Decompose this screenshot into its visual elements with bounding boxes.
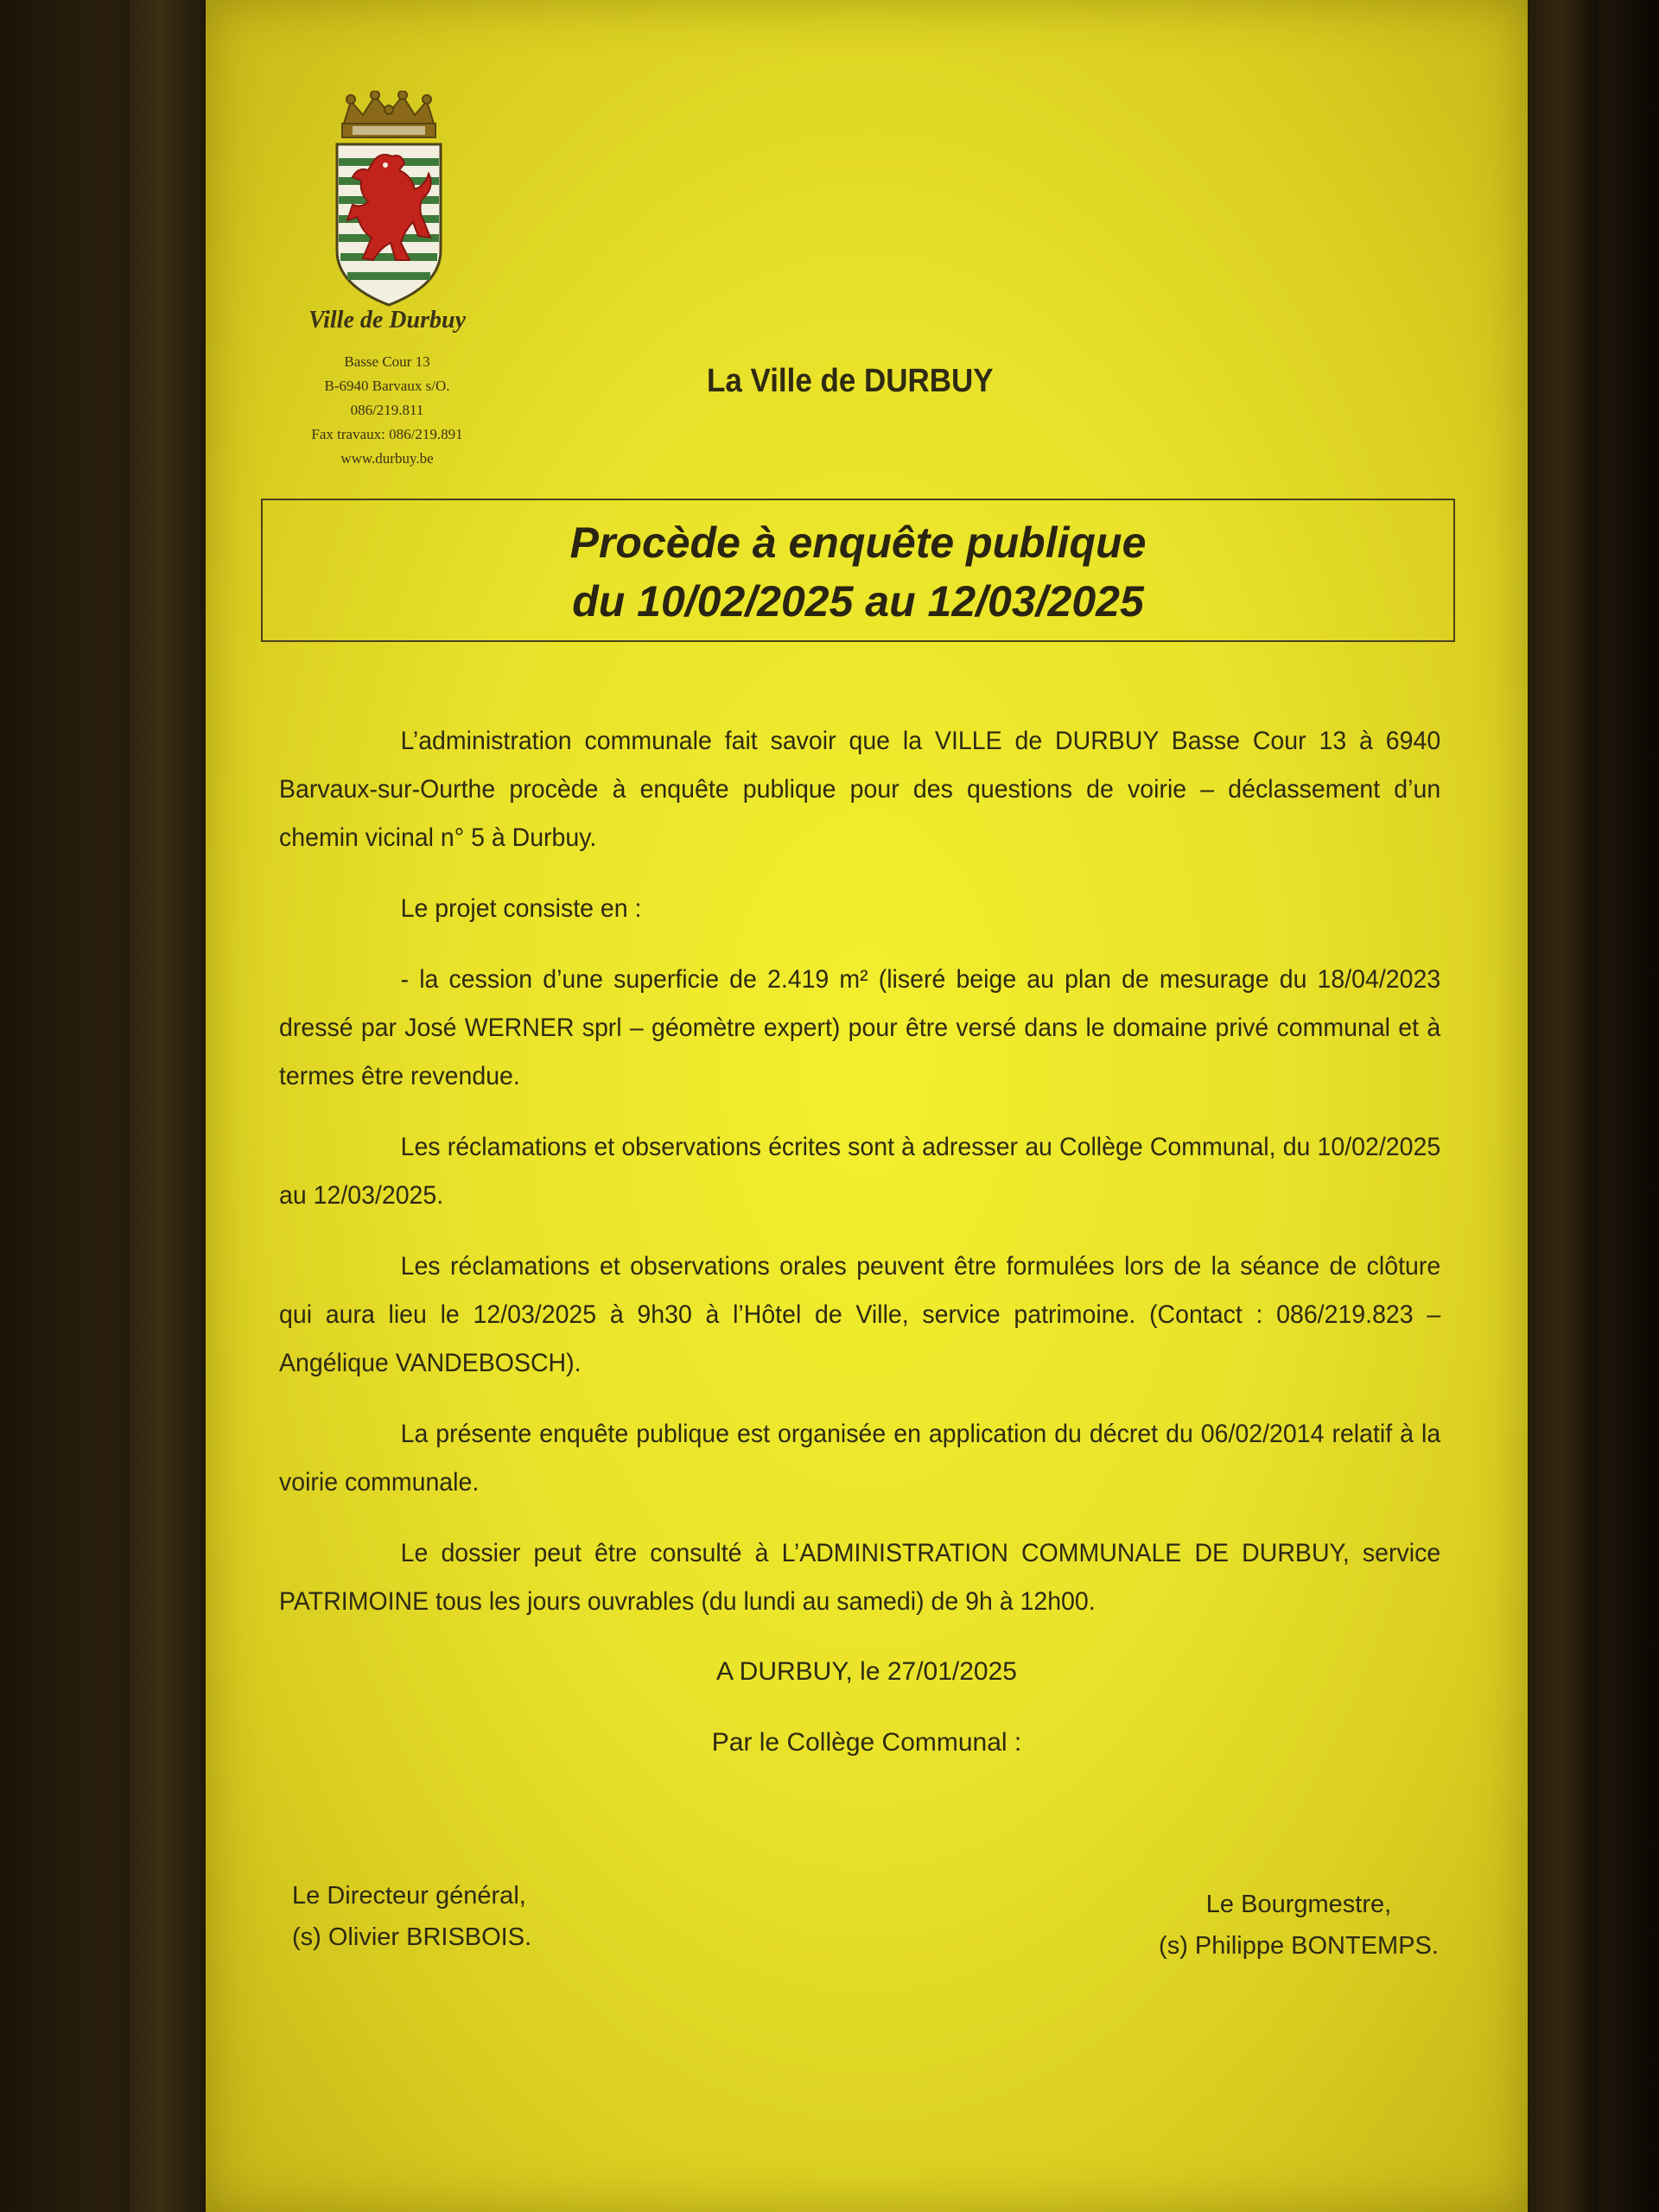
- title-line-1: Procède à enquête publique: [569, 518, 1147, 567]
- paragraph-announcement: L’administration communale fait savoir que la VILLE de DURBUY Basse Cour 13 à 6940 Barvaux-sur-Ourthe procède à enquête publique pour des questions de voirie – déclassement d’un chemin vicinal n° 5 à Durbuy.: [279, 727, 1441, 852]
- frame-post-left: [130, 0, 207, 2212]
- signatory-name: (s) Philippe BONTEMPS.: [1159, 1932, 1439, 1960]
- paragraph-legal-basis: La présente enquête publique est organisée en application du décret du 06/02/2014 relatif à la voirie communale.: [279, 1420, 1441, 1497]
- notice-body: [279, 717, 1441, 1649]
- notice-document: [206, 0, 1528, 2212]
- address-line: B-6940 Barvaux s/O.: [324, 378, 450, 394]
- signatory-name: (s) Olivier BRISBOIS.: [292, 1923, 532, 1951]
- signatory-role: Le Directeur général,: [292, 1882, 526, 1910]
- title-box: [261, 499, 1455, 642]
- paragraph-project-intro: Le projet consiste en :: [400, 894, 642, 923]
- paragraph-oral-claims: Les réclamations et observations orales peuvent être formulées lors de la séance de clôture qui aura lieu le 12/03/2025 à 9h30 à l’Hôtel de Ville, service patrimoine. (Contact : 086/219.823 – Angélique VANDEBOSCH).: [279, 1252, 1441, 1377]
- frame-post-right: [1528, 0, 1597, 2212]
- notice-heading: La Ville de DURBUY: [707, 363, 994, 399]
- paragraph-consultation: Le dossier peut être consulté à L’ADMINISTRATION COMMUNALE DE DURBUY, service PATRIMOINE tous les jours ouvrables (du lundi au samedi) de 9h à 12h00.: [279, 1539, 1441, 1616]
- signatory-director: [292, 1875, 638, 1958]
- municipality-address: [283, 350, 491, 471]
- municipality-name: Ville de Durbuy: [308, 307, 466, 334]
- paragraph-project-detail: - la cession d’une superficie de 2.419 m² (liseré beige au plan de mesurage du 18/04/2023 dressé par José WERNER sprl – géomètre expert) pour être versé dans le domaine privé communal et à termes être revendue.: [279, 965, 1441, 1090]
- place-and-date: A DURBUY, le 27/01/2025: [715, 1657, 1017, 1686]
- paragraph-written-claims: Les réclamations et observations écrites sont à adresser au Collège Communal, du 10/02/2025 au 12/03/2025.: [279, 1133, 1441, 1210]
- notice-poster: [206, 0, 1528, 2212]
- address-line: Basse Cour 13: [344, 353, 430, 370]
- signatory-mayor: [1117, 1884, 1480, 1967]
- fax-line: Fax travaux: 086/219.891: [311, 426, 463, 442]
- phone-line: 086/219.811: [350, 402, 424, 418]
- college-line: Par le Collège Communal :: [711, 1728, 1022, 1757]
- signatory-role: Le Bourgmestre,: [1205, 1891, 1392, 1918]
- coat-of-arms-icon: [328, 91, 449, 307]
- title-line-2: du 10/02/2025 au 12/03/2025: [572, 577, 1144, 626]
- website-line: www.durbuy.be: [340, 450, 434, 467]
